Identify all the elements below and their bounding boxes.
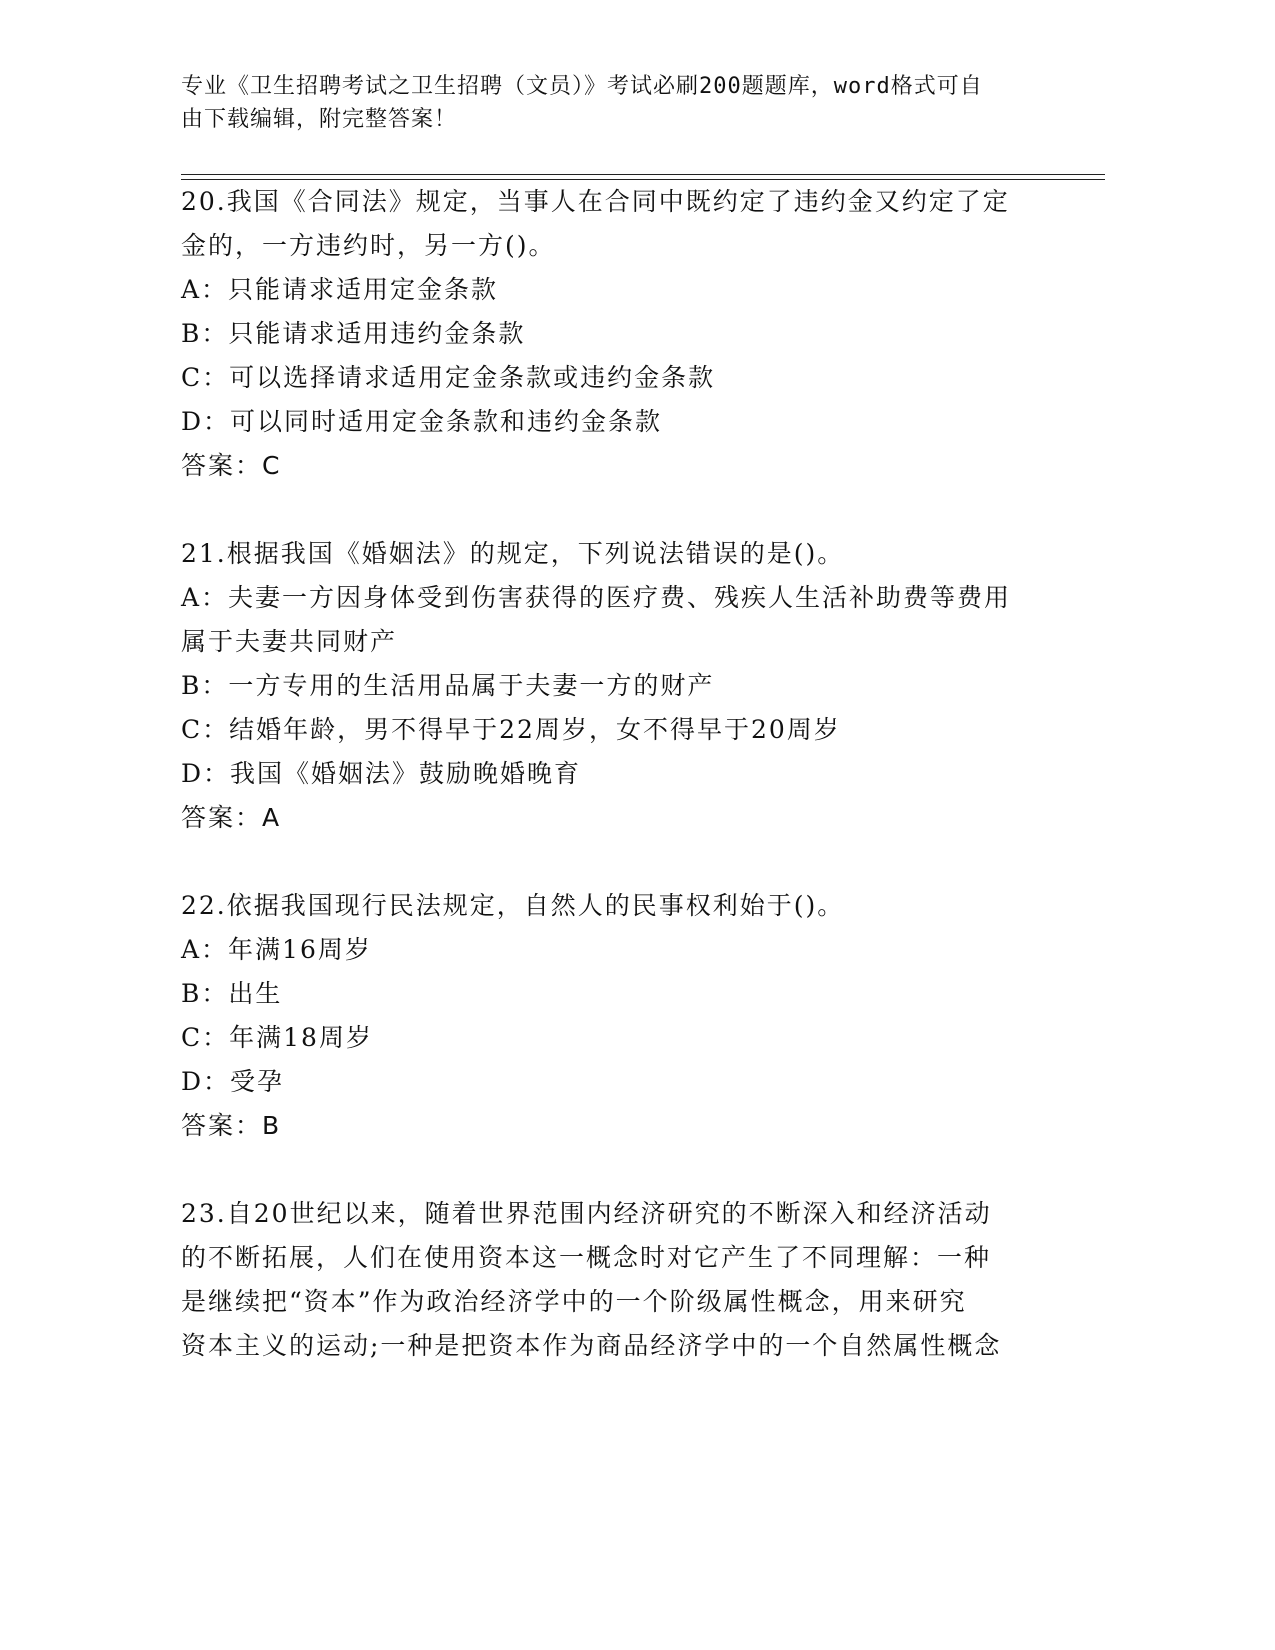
- option-a: A：只能请求适用定金条款: [181, 275, 499, 304]
- option-d: D：受孕: [181, 1067, 285, 1096]
- question-23: [181, 1192, 1061, 1368]
- question-spacer: [181, 840, 1061, 884]
- answer-line: 答案：B: [181, 1111, 282, 1140]
- question-spacer: [181, 1148, 1061, 1192]
- question-stem-line: 的不断拓展，人们在使用资本这一概念时对它产生了不同理解：一种: [181, 1243, 992, 1272]
- option-b: B：只能请求适用违约金条款: [181, 319, 526, 348]
- question-spacer: [181, 488, 1061, 532]
- option-b: B：出生: [181, 979, 283, 1008]
- document-header: [181, 70, 1041, 136]
- question-list: [181, 180, 1061, 1368]
- option-d: D：可以同时适用定金条款和违约金条款: [181, 407, 663, 436]
- answer-line: 答案：C: [181, 451, 282, 480]
- header-line-1: 专业《卫生招聘考试之卫生招聘（文员）》考试必刷200题题库，word格式可自: [181, 74, 983, 99]
- option-c: C：结婚年龄，男不得早于22周岁，女不得早于20周岁: [181, 715, 841, 744]
- option-a: A：年满16周岁: [181, 935, 372, 964]
- option-c: C：年满18周岁: [181, 1023, 373, 1052]
- question-stem-line: 资本主义的运动;一种是把资本作为商品经济学中的一个自然属性概念: [181, 1331, 1002, 1360]
- option-d: D：我国《婚姻法》鼓励晚婚晚育: [181, 759, 582, 788]
- option-c: C：可以选择请求适用定金条款或违约金条款: [181, 363, 716, 392]
- option-a: A：夫妻一方因身体受到伤害获得的医疗费、残疾人生活补助费等费用: [181, 583, 1012, 612]
- question-stem-line: 金的，一方违约时，另一方()。: [181, 231, 556, 260]
- question-stem-line: 是继续把“资本”作为政治经济学中的一个阶级属性概念，用来研究: [181, 1287, 967, 1316]
- question-stem-line: 21.根据我国《婚姻法》的规定，下列说法错误的是()。: [181, 539, 845, 568]
- question-21: [181, 532, 1061, 840]
- answer-line: 答案：A: [181, 803, 282, 832]
- question-20: [181, 180, 1061, 488]
- question-stem-line: 23.自20世纪以来，随着世界范围内经济研究的不断深入和经济活动: [181, 1199, 992, 1228]
- option-b: B：一方专用的生活用品属于夫妻一方的财产: [181, 671, 715, 700]
- question-stem-line: 22.依据我国现行民法规定，自然人的民事权利始于()。: [181, 891, 845, 920]
- header-divider-top: [181, 174, 1105, 175]
- header-line-2: 由下载编辑，附完整答案！: [181, 107, 458, 132]
- option-a-continuation: 属于夫妻共同财产: [181, 627, 398, 656]
- question-22: [181, 884, 1061, 1148]
- question-stem-line: 20.我国《合同法》规定，当事人在合同中既约定了违约金又约定了定: [181, 187, 1010, 216]
